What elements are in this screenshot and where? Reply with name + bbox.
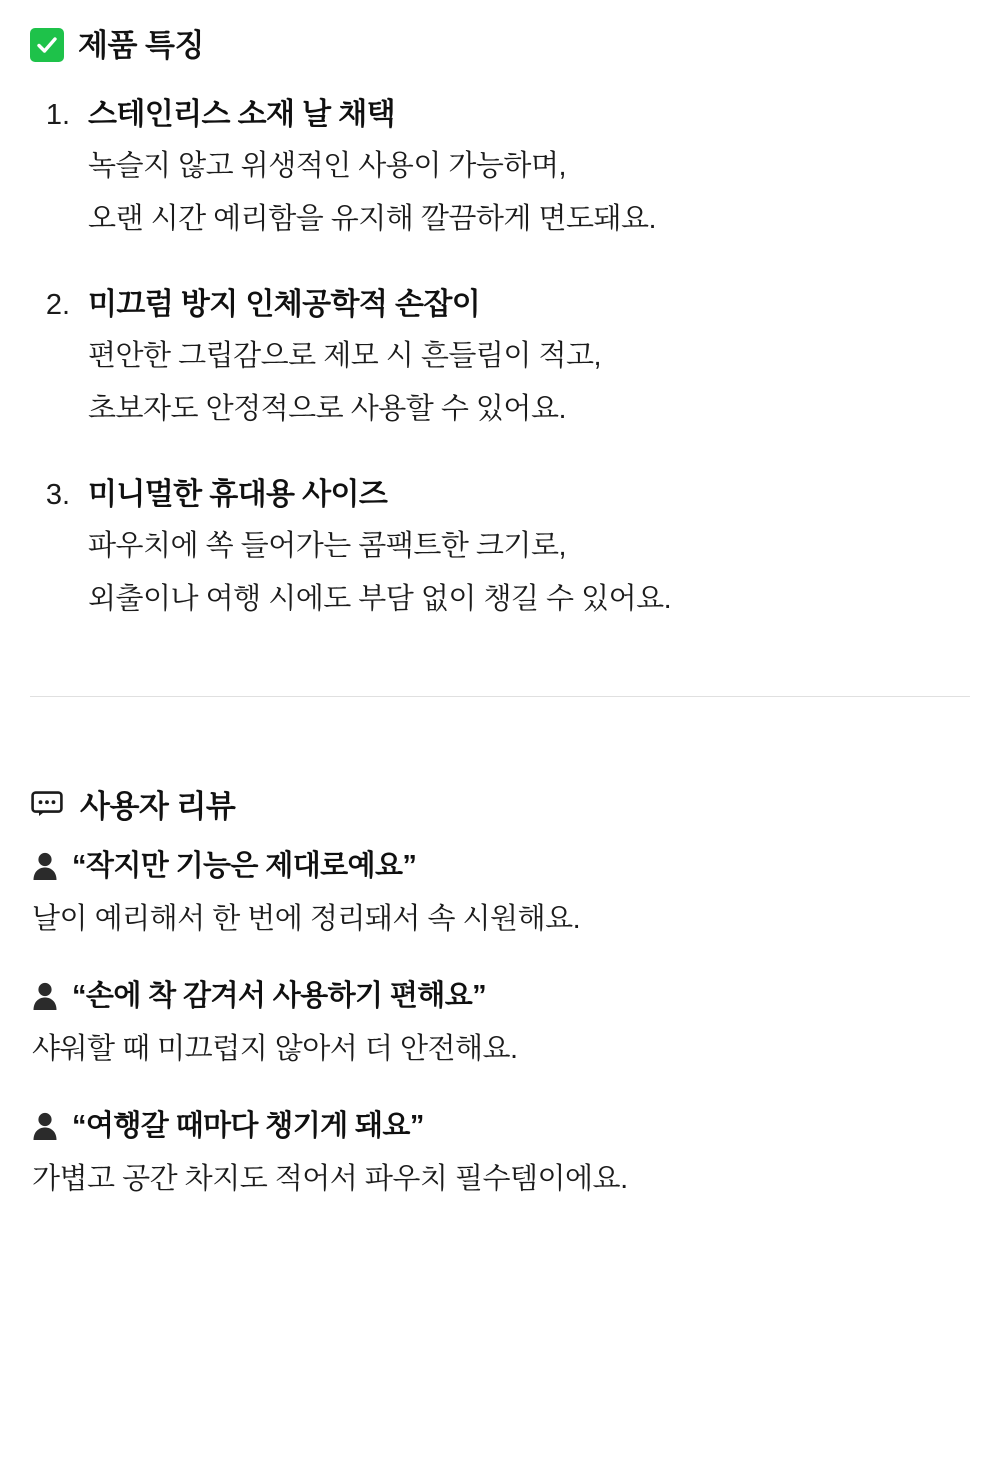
feature-number: 3. — [45, 479, 70, 511]
person-icon — [30, 980, 60, 1012]
list-item — [30, 844, 970, 944]
feature-line: 파우치에 쏙 들어가는 콤팩트한 크기로, — [88, 530, 567, 562]
review-title-row — [30, 1104, 970, 1148]
reviews-heading-label: 사용자 리뷰 — [80, 789, 236, 824]
check-square-icon — [30, 28, 64, 62]
review-body: 날이 예리해서 한 번에 정리돼서 속 시원해요. — [32, 903, 581, 935]
review-body: 샤워할 때 미끄럽지 않아서 더 안전해요. — [32, 1033, 518, 1065]
feature-line: 초보자도 안정적으로 사용할 수 있어요. — [88, 393, 567, 425]
feature-line: 외출이나 여행 시에도 부담 없이 챙길 수 있어요. — [88, 583, 672, 615]
review-body: 가볍고 공간 차지도 적어서 파우치 필수템이에요. — [32, 1163, 628, 1195]
feature-body — [88, 280, 970, 436]
feature-number: 1. — [45, 99, 70, 131]
section-divider — [30, 696, 970, 697]
feature-line: 녹슬지 않고 위생적인 사용이 가능하며, — [88, 150, 567, 182]
list-item — [30, 280, 970, 436]
review-title-row — [30, 974, 970, 1018]
review-title: “여행갈 때마다 챙기게 돼요” — [72, 1110, 424, 1142]
list-item — [30, 1104, 970, 1204]
person-icon — [30, 850, 60, 882]
features-list — [30, 90, 970, 626]
feature-line: 편안한 그립감으로 제모 시 흔들림이 적고, — [88, 340, 602, 372]
review-title: “손에 착 감겨서 사용하기 편해요” — [72, 980, 487, 1012]
feature-number: 2. — [45, 289, 70, 321]
features-heading — [30, 28, 970, 62]
list-item — [30, 90, 970, 246]
reviews-heading — [30, 781, 970, 826]
feature-title: 스테인리스 소재 날 채택 — [88, 98, 396, 131]
list-item — [30, 470, 970, 626]
person-icon — [30, 1110, 60, 1142]
features-heading-label: 제품 특징 — [78, 27, 204, 63]
review-title-row — [30, 844, 970, 888]
feature-title: 미끄럼 방지 인체공학적 손잡이 — [88, 288, 481, 321]
feature-body — [88, 90, 970, 246]
review-title: “작지만 기능은 제대로예요” — [72, 850, 417, 882]
feature-title: 미니멀한 휴대용 사이즈 — [88, 478, 388, 511]
speech-bubble-icon — [30, 790, 64, 818]
feature-line: 오랜 시간 예리함을 유지해 깔끔하게 면도돼요. — [88, 203, 657, 235]
list-item — [30, 974, 970, 1074]
feature-body — [88, 470, 970, 626]
